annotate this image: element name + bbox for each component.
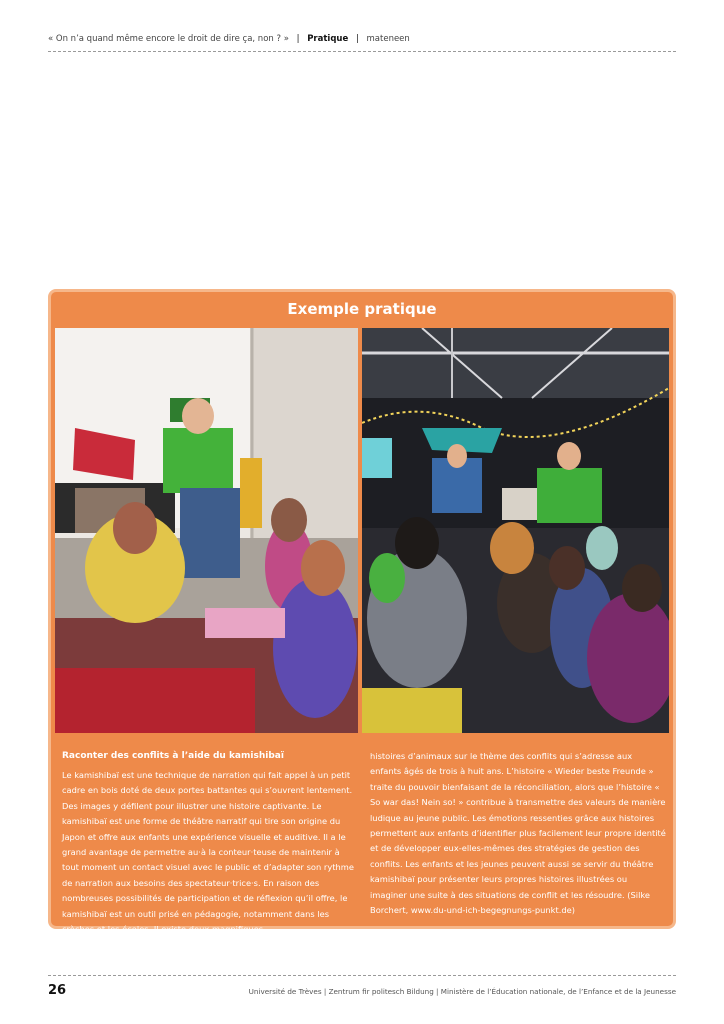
running-header: [48, 33, 676, 47]
body-column-left: [62, 749, 354, 937]
header-separator-2: |: [355, 34, 359, 44]
footer-rule: [48, 975, 676, 976]
kamishibai-storyteller-photo: [55, 328, 358, 733]
body-paragraph-right: histoires d’animaux sur le thème des conflits qui s’adresse aux enfants âgés de trois à huit ans. L’histoire « Wieder beste Freunde » traite du pouvoir bienfaisant de la réconciliation, alors que l’histoire « So war das! Nein so! » contribue à transmettre des valeurs de manière ludique au jeune public. Les émotions ressenties grâce aux histoires permettent aux enfants d’identifier plus facilement leur propre identité et de développer eux-elles-mêmes des stratégies de gestion des conflits. Les enfants et les jeunes peuvent aussi se servir du théâtre kamishibaï pour présenter leurs propres histoires illustrées ou imaginer une suite à des situations de conflit et les résoudre. (Silke Borchert, www.du-und-ich-begegnungs-punkt.de): [370, 751, 666, 916]
practical-example-box: [48, 289, 676, 935]
page-number: 26: [48, 983, 67, 998]
header-rule: [48, 51, 676, 52]
header-topic: mateneen: [366, 34, 410, 44]
box-subheading: Raconter des conflits à l’aide du kamishibaï: [62, 751, 284, 761]
box-title: Exemple pratique: [287, 300, 437, 318]
header-section: Pratique: [307, 34, 349, 44]
body-column-right: [370, 749, 666, 918]
kamishibai-tent-audience-photo: [362, 328, 669, 733]
header-quote: « On n’a quand même encore le droit de dire ça, non ? »: [48, 34, 289, 44]
body-paragraph-left: Le kamishibaï est une technique de narration qui fait appel à un petit cadre en bois doté de deux portes battantes qui s’ouvrent lentement. Des images y défilent pour illustrer une histoire captivante. Le kamishibaï est une forme de théâtre narratif qui tire son origine du Japon et offre aux enfants une expérience visuelle et auditive. Il a le grand avantage de permettre au·à la conteur·teuse de maintenir à tout moment un contact visuel avec le public et d’adapter son rythme de narration aux besoins des spectateur·trice·s. En raison des nombreuses possibilités de participation et de réflexion qu’il offre, le kamishibaï est un outil prisé en pédagogie, notamment dans les crèches et les écoles. Il existe deux magnifiques: [62, 770, 354, 935]
header-separator: |: [296, 34, 300, 44]
footer-credits: Université de Trèves | Zentrum fir politesch Bildung | Ministère de l’Éducation nationale, de l’Enfance et de la Jeunesse: [248, 987, 676, 996]
